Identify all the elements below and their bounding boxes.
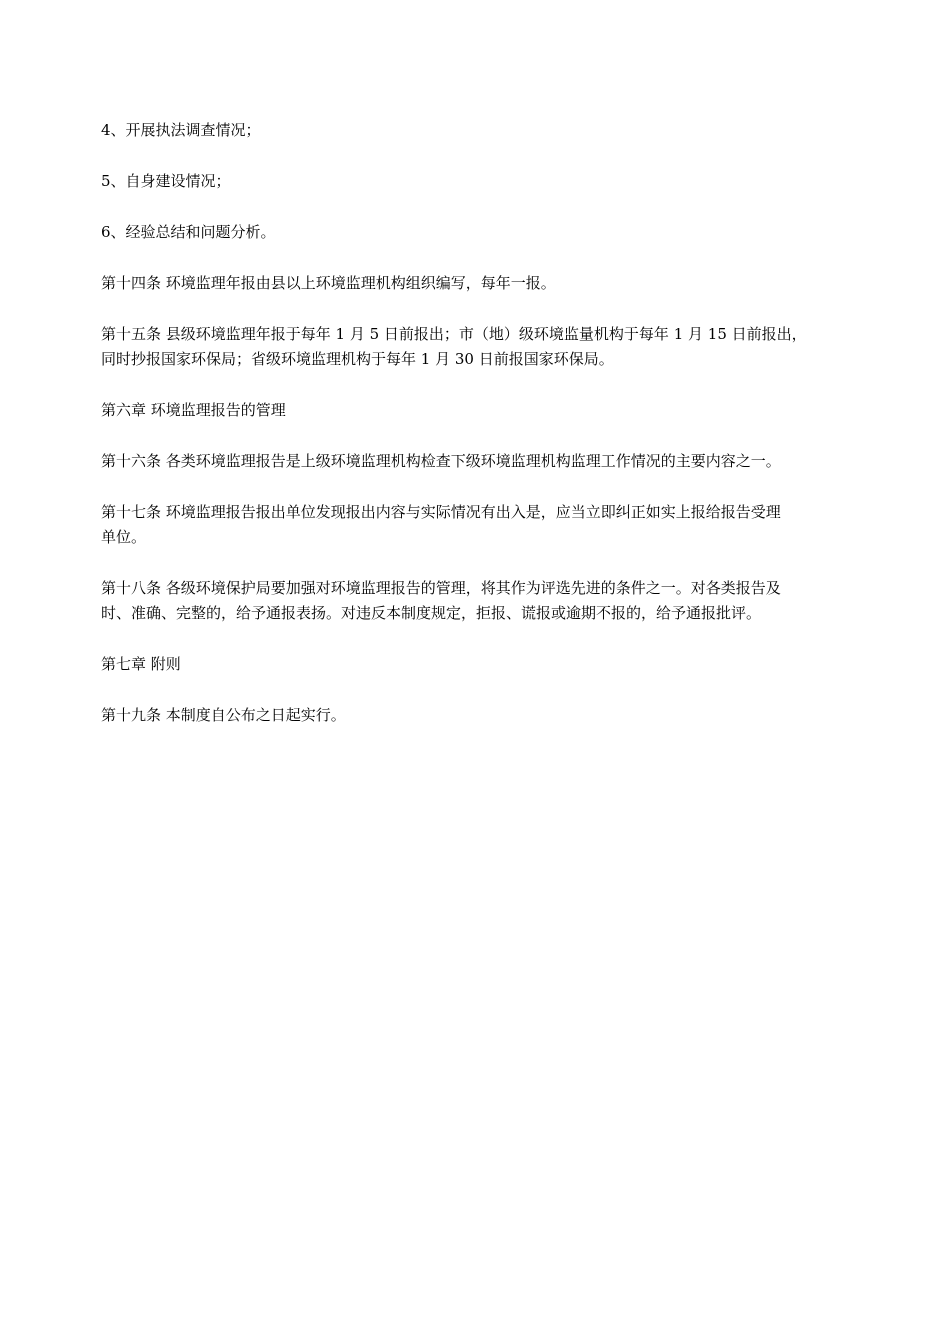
text-line: 同时抄报国家环保局；省级环境监理机构于每年 1 月 30 日前报国家环保局。	[101, 350, 614, 368]
text-line: 第十四条 环境监理年报由县以上环境监理机构组织编写，每年一报。	[101, 274, 556, 292]
text-line: 第六章 环境监理报告的管理	[101, 401, 286, 419]
chapter-7-heading	[101, 652, 866, 677]
text-line: 单位。	[101, 528, 147, 546]
article-14	[101, 271, 866, 296]
text-line: 第十五条 县级环境监理年报于每年 1 月 5 日前报出；市（地）级环境监量机构于每年 1 月 15 日前报出，	[101, 325, 807, 343]
text-line: 5、自身建设情况；	[101, 172, 231, 190]
article-16	[101, 449, 866, 474]
article-18	[101, 576, 866, 626]
list-item-experience-summary	[101, 220, 866, 245]
text-line: 时、准确、完整的，给予通报表扬。对违反本制度规定，拒报、谎报或逾期不报的，给予通报批评。	[101, 604, 762, 622]
article-17	[101, 500, 866, 550]
list-item-self-construction	[101, 169, 866, 194]
text-line: 第七章 附则	[101, 655, 181, 673]
text-line: 第十八条 各级环境保护局要加强对环境监理报告的管理，将其作为评选先进的条件之一。对各类报告及	[101, 579, 781, 597]
list-item-enforcement-investigation	[101, 118, 866, 143]
text-line: 4、开展执法调查情况；	[101, 121, 261, 139]
document-body	[101, 118, 866, 754]
article-19	[101, 703, 866, 728]
text-line: 第十六条 各类环境监理报告是上级环境监理机构检查下级环境监理机构监理工作情况的主要内容之一。	[101, 452, 781, 470]
chapter-6-heading	[101, 398, 866, 423]
text-line: 6、经验总结和问题分析。	[101, 223, 276, 241]
text-line: 第十九条 本制度自公布之日起实行。	[101, 706, 346, 724]
text-line: 第十七条 环境监理报告报出单位发现报出内容与实际情况有出入是，应当立即纠正如实上报给报告受理	[101, 503, 781, 521]
article-15	[101, 322, 866, 372]
